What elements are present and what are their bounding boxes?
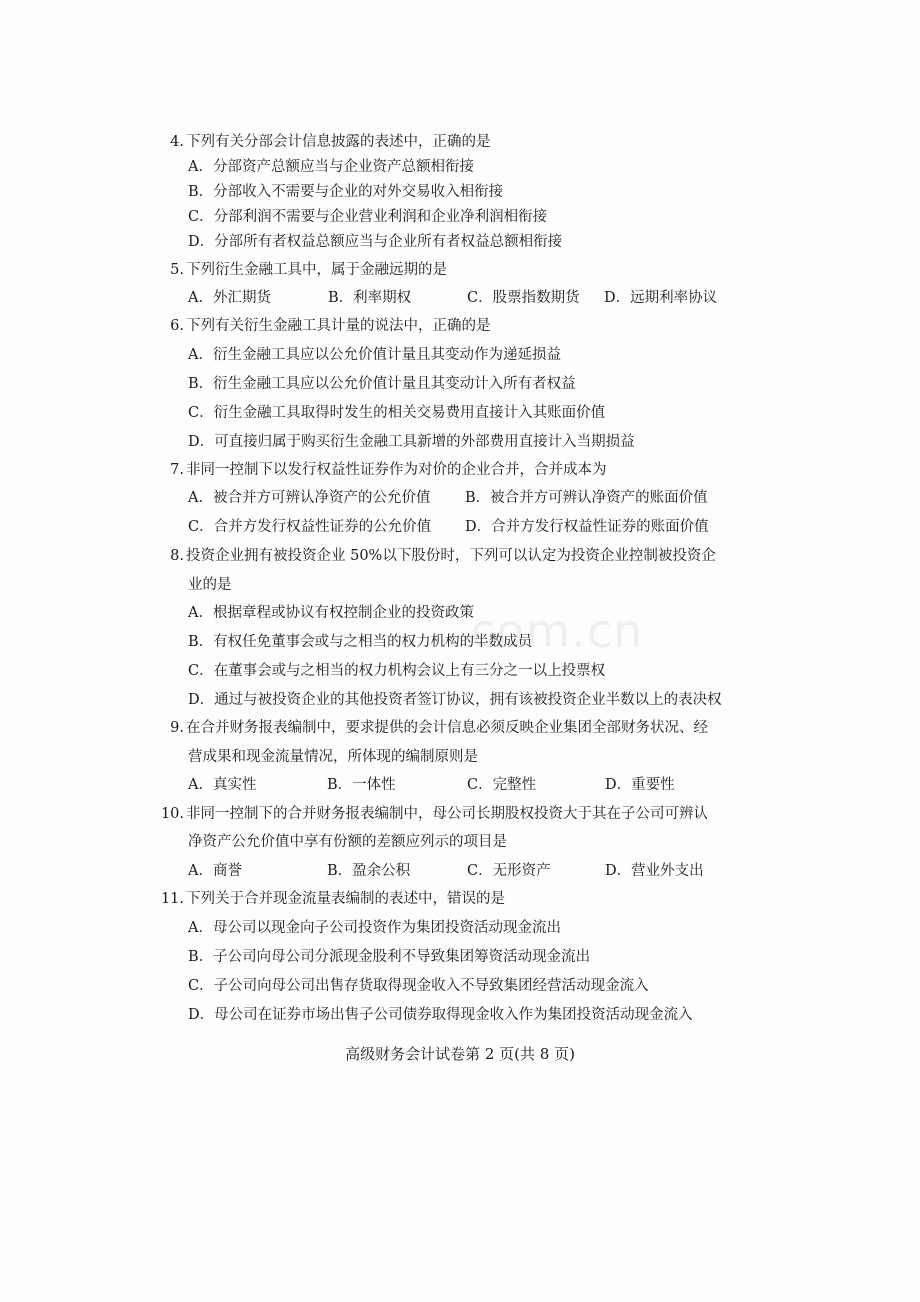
question-4-option-d: D．分部所有者权益总额应当与企业所有者权益总额相衔接 — [188, 234, 563, 250]
question-5-stem — [160, 259, 447, 281]
question-10-option-c: C．无形资产 — [467, 863, 551, 879]
question-4-stem — [160, 131, 491, 153]
question-7-option-c: C．合并方发行权益性证券的公允价值 — [188, 519, 432, 535]
question-text: 下列衍生金融工具中，属于金融远期的是 — [186, 262, 447, 278]
page-footer: 高级财务会计试卷第 2 页(共 8 页) — [345, 1045, 575, 1063]
question-7-options-row2 — [188, 516, 748, 538]
question-10-stem — [152, 803, 708, 825]
question-8-option-b: B．有权任免董事会或与之相当的权力机构的半数成员 — [188, 634, 533, 650]
question-9-option-a: A．真实性 — [188, 777, 257, 793]
question-8-option-a: A．根据章程或协议有权控制企业的投资政策 — [188, 605, 474, 621]
question-text: 下列有关衍生金融工具计量的说法中，正确的是 — [186, 318, 491, 334]
question-10-option-a: A．商誉 — [188, 863, 242, 879]
question-11-option-d: D．母公司在证券市场出售子公司债券取得现金收入作为集团投资活动现金流入 — [188, 1007, 693, 1023]
question-5-options — [188, 287, 748, 309]
watermark: com.cn — [470, 604, 644, 658]
question-11-option-b: B．子公司向母公司分派现金股利不导致集团筹资活动现金流出 — [188, 949, 591, 965]
question-6-option-b: B．衍生金融工具应以公允价值计量且其变动计入所有者权益 — [188, 376, 576, 392]
question-7-option-b: B．被合并方可辨认净资产的账面价值 — [465, 490, 708, 506]
question-number: 9. — [170, 720, 184, 736]
question-8-stem-continued: 业的是 — [188, 577, 232, 593]
question-11-stem — [152, 888, 505, 910]
question-10-option-d: D．营业外支出 — [605, 863, 704, 879]
question-5-option-b: B．利率期权 — [328, 290, 412, 306]
question-text: 非同一控制下的合并财务报表编制中，母公司长期股权投资大于其在子公司可辨认 — [186, 806, 708, 822]
question-number: 10. — [160, 806, 184, 822]
question-number: 11. — [160, 891, 184, 907]
question-4-option-b: B．分部收入不需要与企业的对外交易收入相衔接 — [188, 184, 504, 200]
question-5-option-d: D．远期利率协议 — [604, 290, 718, 306]
question-7-option-a: A．被合并方可辨认净资产的公允价值 — [188, 490, 431, 506]
question-9-option-c: C．完整性 — [467, 777, 537, 793]
question-text: 投资企业拥有被投资企业 50%以下股份时，下列可以认定为投资企业控制被投资企 — [186, 548, 716, 564]
question-number: 4. — [170, 134, 184, 150]
question-8-option-c: C．在董事会或与之相当的权力机构会议上有三分之一以上投票权 — [188, 663, 606, 679]
question-7-option-d: D．合并方发行权益性证券的账面价值 — [465, 519, 709, 535]
question-text: 下列关于合并现金流量表编制的表述中，错误的是 — [186, 891, 505, 907]
question-11-option-a: A．母公司以现金向子公司投资作为集团投资活动现金流出 — [188, 920, 561, 936]
question-5-option-a: A．外汇期货 — [188, 290, 271, 306]
question-6-option-a: A．衍生金融工具应以公允价值计量且其变动作为递延损益 — [188, 347, 561, 363]
question-number: 8. — [170, 548, 184, 564]
question-10-stem-continued: 净资产公允价值中享有份额的差额应列示的项目是 — [188, 834, 507, 850]
question-11-option-c: C．子公司向母公司出售存货取得现金收入不导致集团经营活动现金流入 — [188, 978, 649, 994]
question-number: 5. — [170, 262, 184, 278]
question-9-stem-continued: 营成果和现金流量情况，所体现的编制原则是 — [188, 749, 478, 765]
question-10-option-b: B．盈余公积 — [327, 863, 411, 879]
question-text: 下列有关分部会计信息披露的表述中，正确的是 — [186, 134, 491, 150]
question-text: 非同一控制下以发行权益性证券作为对价的企业合并，合并成本为 — [186, 462, 607, 478]
question-4-option-c: C．分部利润不需要与企业营业利润和企业净利润相衔接 — [188, 209, 548, 225]
question-10-options — [188, 860, 748, 882]
question-8-option-d: D．通过与被投资企业的其他投资者签订协议，拥有该被投资企业半数以上的表决权 — [188, 692, 722, 708]
question-5-option-c: C．股票指数期货 — [467, 290, 580, 306]
question-9-options — [188, 774, 748, 796]
question-9-option-b: B．一体性 — [327, 777, 396, 793]
question-4-option-a: A．分部资产总额应当与企业资产总额相衔接 — [188, 159, 474, 175]
question-6-option-d: D．可直接归属于购买衍生金融工具新增的外部费用直接计入当期损益 — [188, 434, 635, 450]
question-7-stem — [160, 459, 607, 481]
question-text: 在合并财务报表编制中，要求提供的会计信息必须反映企业集团全部财务状况、经 — [186, 720, 708, 736]
question-8-stem — [160, 545, 716, 567]
question-9-stem — [160, 717, 708, 739]
question-9-option-d: D．重要性 — [605, 777, 675, 793]
question-6-stem — [160, 315, 491, 337]
question-number: 7. — [170, 462, 184, 478]
question-7-options-row1 — [188, 487, 748, 509]
question-6-option-c: C．衍生金融工具取得时发生的相关交易费用直接计入其账面价值 — [188, 405, 606, 421]
question-number: 6. — [170, 318, 184, 334]
